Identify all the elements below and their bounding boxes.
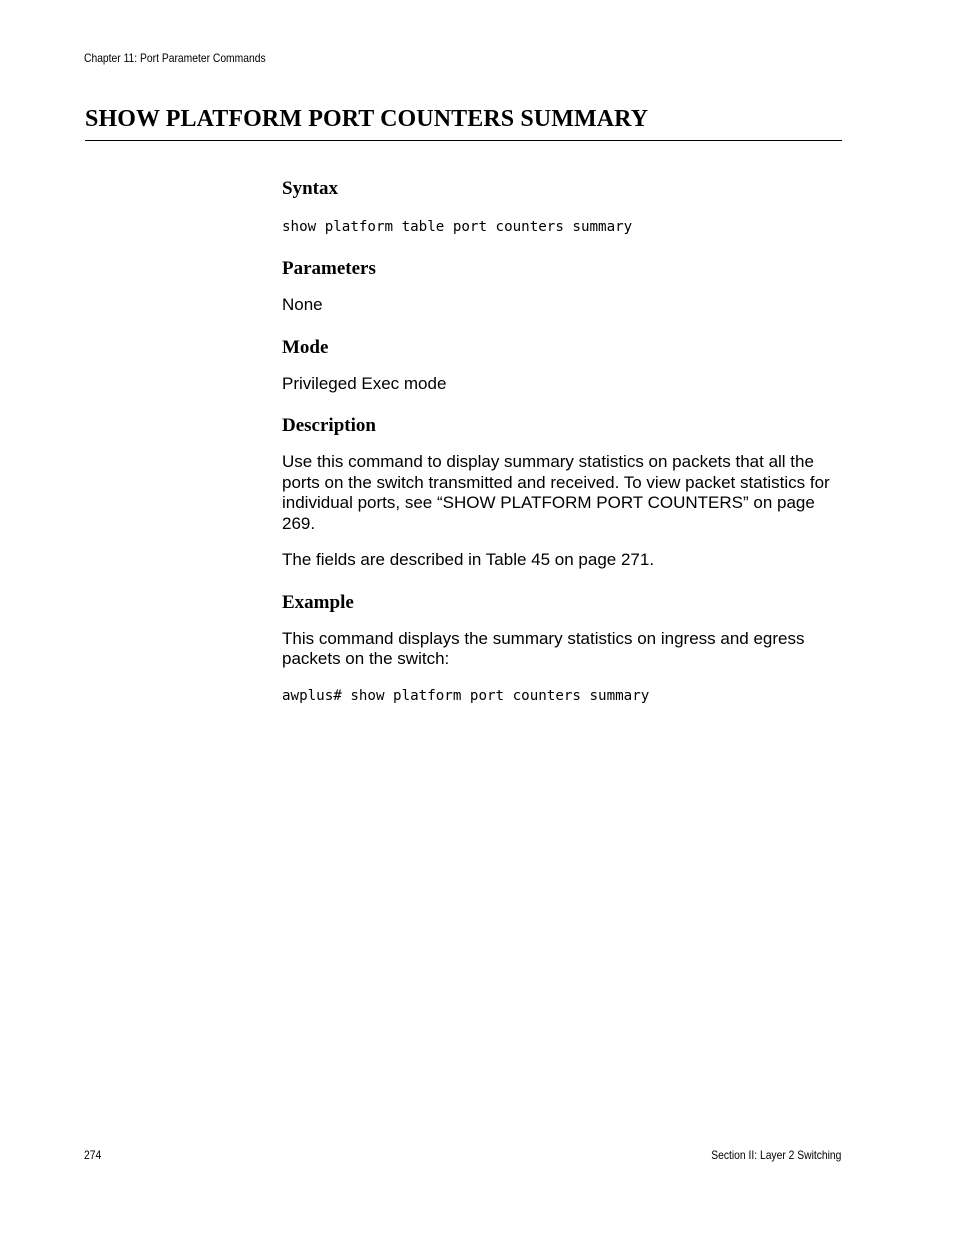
description-heading: Description xyxy=(282,415,376,436)
title-rule xyxy=(85,140,842,141)
parameters-heading: Parameters xyxy=(282,258,376,279)
running-header: Chapter 11: Port Parameter Commands xyxy=(84,51,266,65)
main-content xyxy=(282,176,847,706)
running-footer-section: Section II: Layer 2 Switching xyxy=(710,1148,841,1162)
parameters-text: None xyxy=(282,295,323,314)
syntax-heading: Syntax xyxy=(282,178,338,199)
syntax-code: show platform table port counters summary xyxy=(282,219,633,235)
example-text: This command displays the summary statistics on ingress and egress packets on the switch: xyxy=(282,628,805,668)
example-heading: Example xyxy=(282,591,354,613)
page-number: 274 xyxy=(84,1148,102,1162)
mode-text: Privileged Exec mode xyxy=(282,373,447,393)
description-paragraph: The fields are described in Table 45 on page 271. xyxy=(282,550,655,569)
example-code: awplus# show platform port counters summary xyxy=(282,687,650,704)
page-title: SHOW PLATFORM PORT COUNTERS SUMMARY xyxy=(85,106,649,132)
description-paragraph: Use this command to display summary statistics on packets that all the ports on the switch transmitted and received. To view packet statistics for individual ports, see “SHOW PLATFORM PORT COUNTERS” on page 269. xyxy=(282,452,830,533)
mode-heading: Mode xyxy=(282,336,329,358)
